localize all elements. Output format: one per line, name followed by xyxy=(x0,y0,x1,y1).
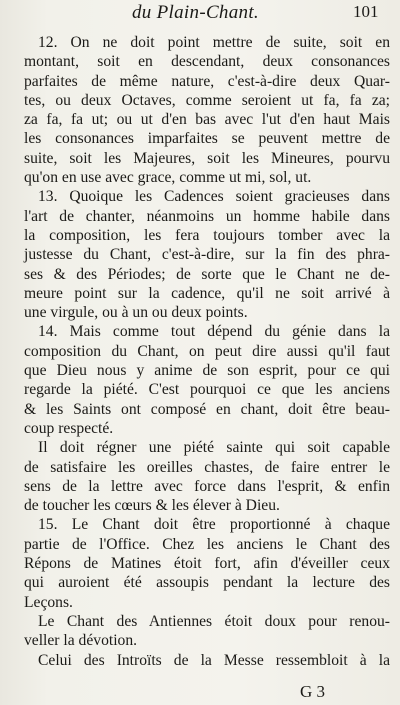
text-line: qui auroient été assoupis pendant la lecture des xyxy=(24,574,390,592)
text-line: Le Chant des Antiennes étoit doux pour renou- xyxy=(38,612,390,630)
text-line: les consonances imparfaites se peuvent mettre de xyxy=(24,130,390,148)
text-line: 14. Mais comme tout dépend du génie dans la xyxy=(38,323,390,341)
paragraph-12 xyxy=(24,33,390,187)
text-line: coup respecté. xyxy=(24,419,114,437)
text-line: une virgule, ou à un ou deux points. xyxy=(24,304,248,322)
text-line: suite, soit les Majeures, soit les Mineures, pourvu xyxy=(24,149,390,167)
paragraph-piety xyxy=(24,438,390,515)
text-line: ses & des Périodes; de sorte que le Chant ne de- xyxy=(24,265,390,283)
text-line: justesse du Chant, c'est-à-dire, sur la fin des phra- xyxy=(24,246,390,264)
text-line: sens de la lettre avec force dans l'esprit, & enfin xyxy=(24,477,390,495)
text-line: meure point sur la cadence, qu'il ne soit arrivé à xyxy=(24,284,390,302)
page-header xyxy=(0,2,400,24)
text-line: regarde la piété. C'est pourquoi ce que les anciens xyxy=(24,381,390,399)
text-line: de toucher les cœurs & les élever à Dieu. xyxy=(24,497,280,515)
text-line: Il doit régner une piété sainte qui soit capable xyxy=(38,439,390,457)
text-line: 15. Le Chant doit être proportionné à chaque xyxy=(38,516,390,534)
paragraph-13 xyxy=(24,187,390,322)
text-line: Leçons. xyxy=(24,593,73,611)
text-line: composition du Chant, on peut dire aussi qu'il faut xyxy=(24,342,390,360)
text-line: de satisfaire les oreilles chastes, de faire entrer le xyxy=(24,458,390,476)
signature-mark: G 3 xyxy=(300,682,326,701)
text-line: montant, soit en descendant, deux consonances xyxy=(24,53,390,71)
text-line: tes, ou deux Octaves, comme seroient ut fa, fa za; xyxy=(24,91,390,109)
text-line: la composition, les fera toujours tomber avec la xyxy=(24,226,390,244)
page-number: 101 xyxy=(353,2,379,21)
text-line: que Dieu nous y anime de son esprit, pour ce qui xyxy=(24,362,390,380)
paragraph-15 xyxy=(24,515,390,611)
paragraph-introits xyxy=(24,651,390,670)
running-head: du Plain-Chant. xyxy=(132,2,259,23)
text-line: 13. Quoique les Cadences soient gracieuses dans xyxy=(38,188,390,206)
text-line: za fa, fa ut; ou ut d'en bas avec l'ut d'en haut Mais xyxy=(24,111,390,129)
text-line: & les Saints ont composé en chant, doit être beau- xyxy=(24,400,390,418)
paragraph-antiennes xyxy=(24,612,390,651)
text-line: l'art de chanter, néanmoins un homme habile dans xyxy=(24,207,390,225)
text-line: 12. On ne doit point mettre de suite, soit en xyxy=(38,34,390,51)
text-line: veller la dévotion. xyxy=(24,632,138,650)
text-line: Celui des Introïts de la Messe ressembloit à la xyxy=(38,651,390,669)
paragraph-14 xyxy=(24,322,390,438)
body-text xyxy=(24,33,390,670)
text-line: qu'on en use avec grace, comme ut mi, sol, ut. xyxy=(24,169,312,187)
text-line: Répons de Matines étoit fort, afin d'éveiller ceux xyxy=(24,555,390,573)
text-line: partie de l'Office. Chez les anciens le Chant des xyxy=(24,535,390,553)
text-line: parfaites de même nature, c'est-à-dire deux Quar- xyxy=(24,72,390,90)
